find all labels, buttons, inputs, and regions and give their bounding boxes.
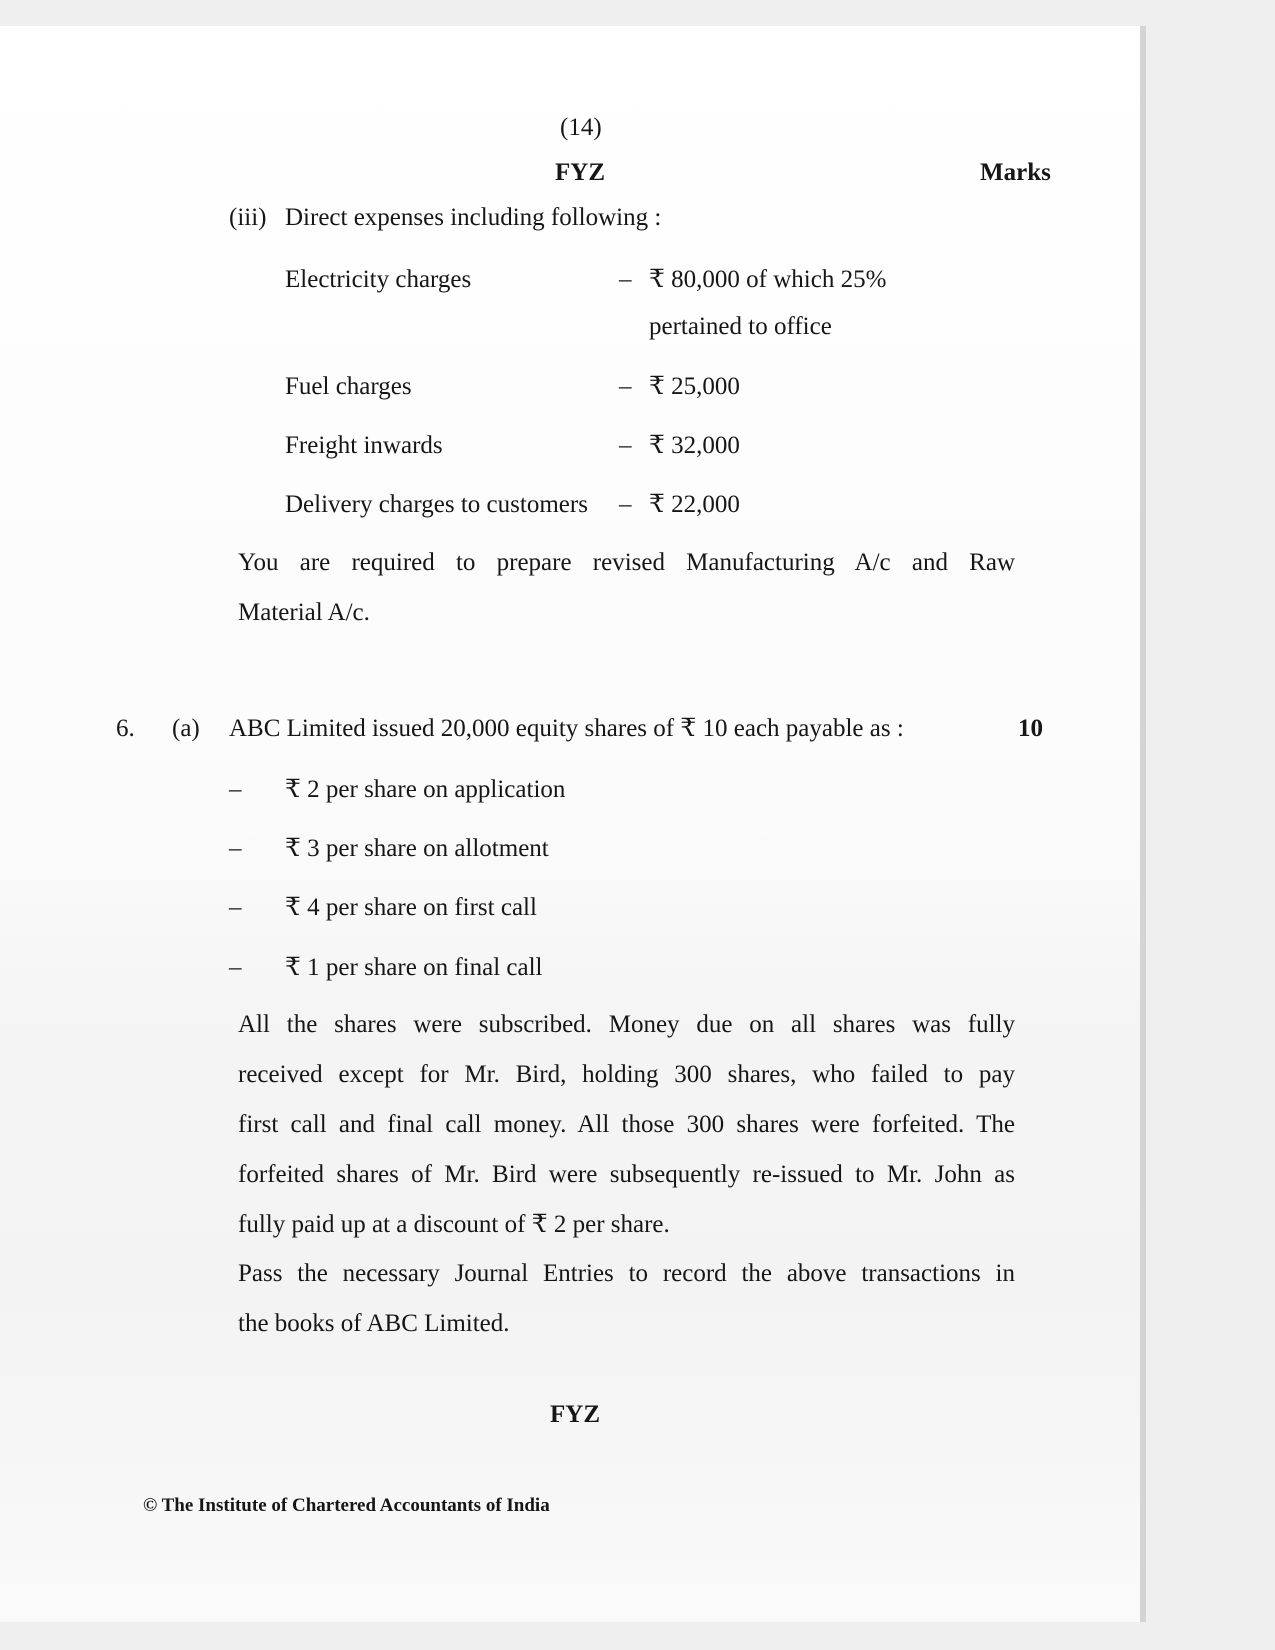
call-item: ₹ 4 per share on first call [285,894,537,921]
paragraph-line: You are required to prepare revised Manufacturing A/c and Raw [238,549,1015,576]
question-marks: 10 [1018,715,1043,742]
part-iii-title: Direct expenses including following : [285,204,662,231]
paper-code-header: FYZ [555,159,605,186]
paper-code-footer: FYZ [550,1401,600,1428]
expense-value: ₹ 32,000 [649,432,740,459]
call-dash: – [229,835,242,862]
question-instruction [238,1249,1015,1349]
expense-name: Electricity charges [285,266,472,293]
paragraph-line: Material A/c. [238,599,370,626]
copyright-notice: © The Institute of Chartered Accountants of India [143,1495,550,1516]
call-dash: – [229,954,242,981]
call-item: ₹ 3 per share on allotment [285,835,549,862]
expense-dash: – [619,373,632,400]
question-paragraph [238,1000,1015,1250]
expense-name: Freight inwards [285,432,443,459]
question-intro: ABC Limited issued 20,000 equity shares of ₹ 10 each payable as : [229,715,904,742]
page-number: (14) [560,114,602,141]
expense-dash: – [619,266,632,293]
call-dash: – [229,776,242,803]
expense-dash: – [619,432,632,459]
expense-value: ₹ 25,000 [649,373,740,400]
call-item: ₹ 1 per share on final call [285,954,543,981]
part-iii-instruction [238,538,1015,638]
paragraph-line: received except for Mr. Bird, holding 300 shares, who failed to pay [238,1061,1015,1088]
expense-name: Fuel charges [285,373,412,400]
paragraph-line: forfeited shares of Mr. Bird were subsequently re-issued to Mr. John as [238,1161,1015,1188]
expense-value-continued: pertained to office [649,313,832,340]
question-part-label: (a) [172,715,200,742]
expense-dash: – [619,491,632,518]
paragraph-line: All the shares were subscribed. Money due on all shares was fully [238,1011,1015,1038]
question-number: 6. [116,715,135,742]
expense-value: ₹ 22,000 [649,491,740,518]
marks-column-heading: Marks [980,159,1051,186]
call-item: ₹ 2 per share on application [285,776,566,803]
paragraph-line: Pass the necessary Journal Entries to record the above transactions in [238,1260,1015,1287]
exam-page [0,26,1146,1622]
expense-name: Delivery charges to customers [285,491,588,518]
expense-value: ₹ 80,000 of which 25% [649,266,887,293]
paragraph-line: first call and final call money. All those 300 shares were forfeited. The [238,1111,1015,1138]
paragraph-line: the books of ABC Limited. [238,1310,510,1337]
paragraph-line: fully paid up at a discount of ₹ 2 per share. [238,1211,670,1238]
part-label-iii: (iii) [229,204,267,231]
call-dash: – [229,894,242,921]
